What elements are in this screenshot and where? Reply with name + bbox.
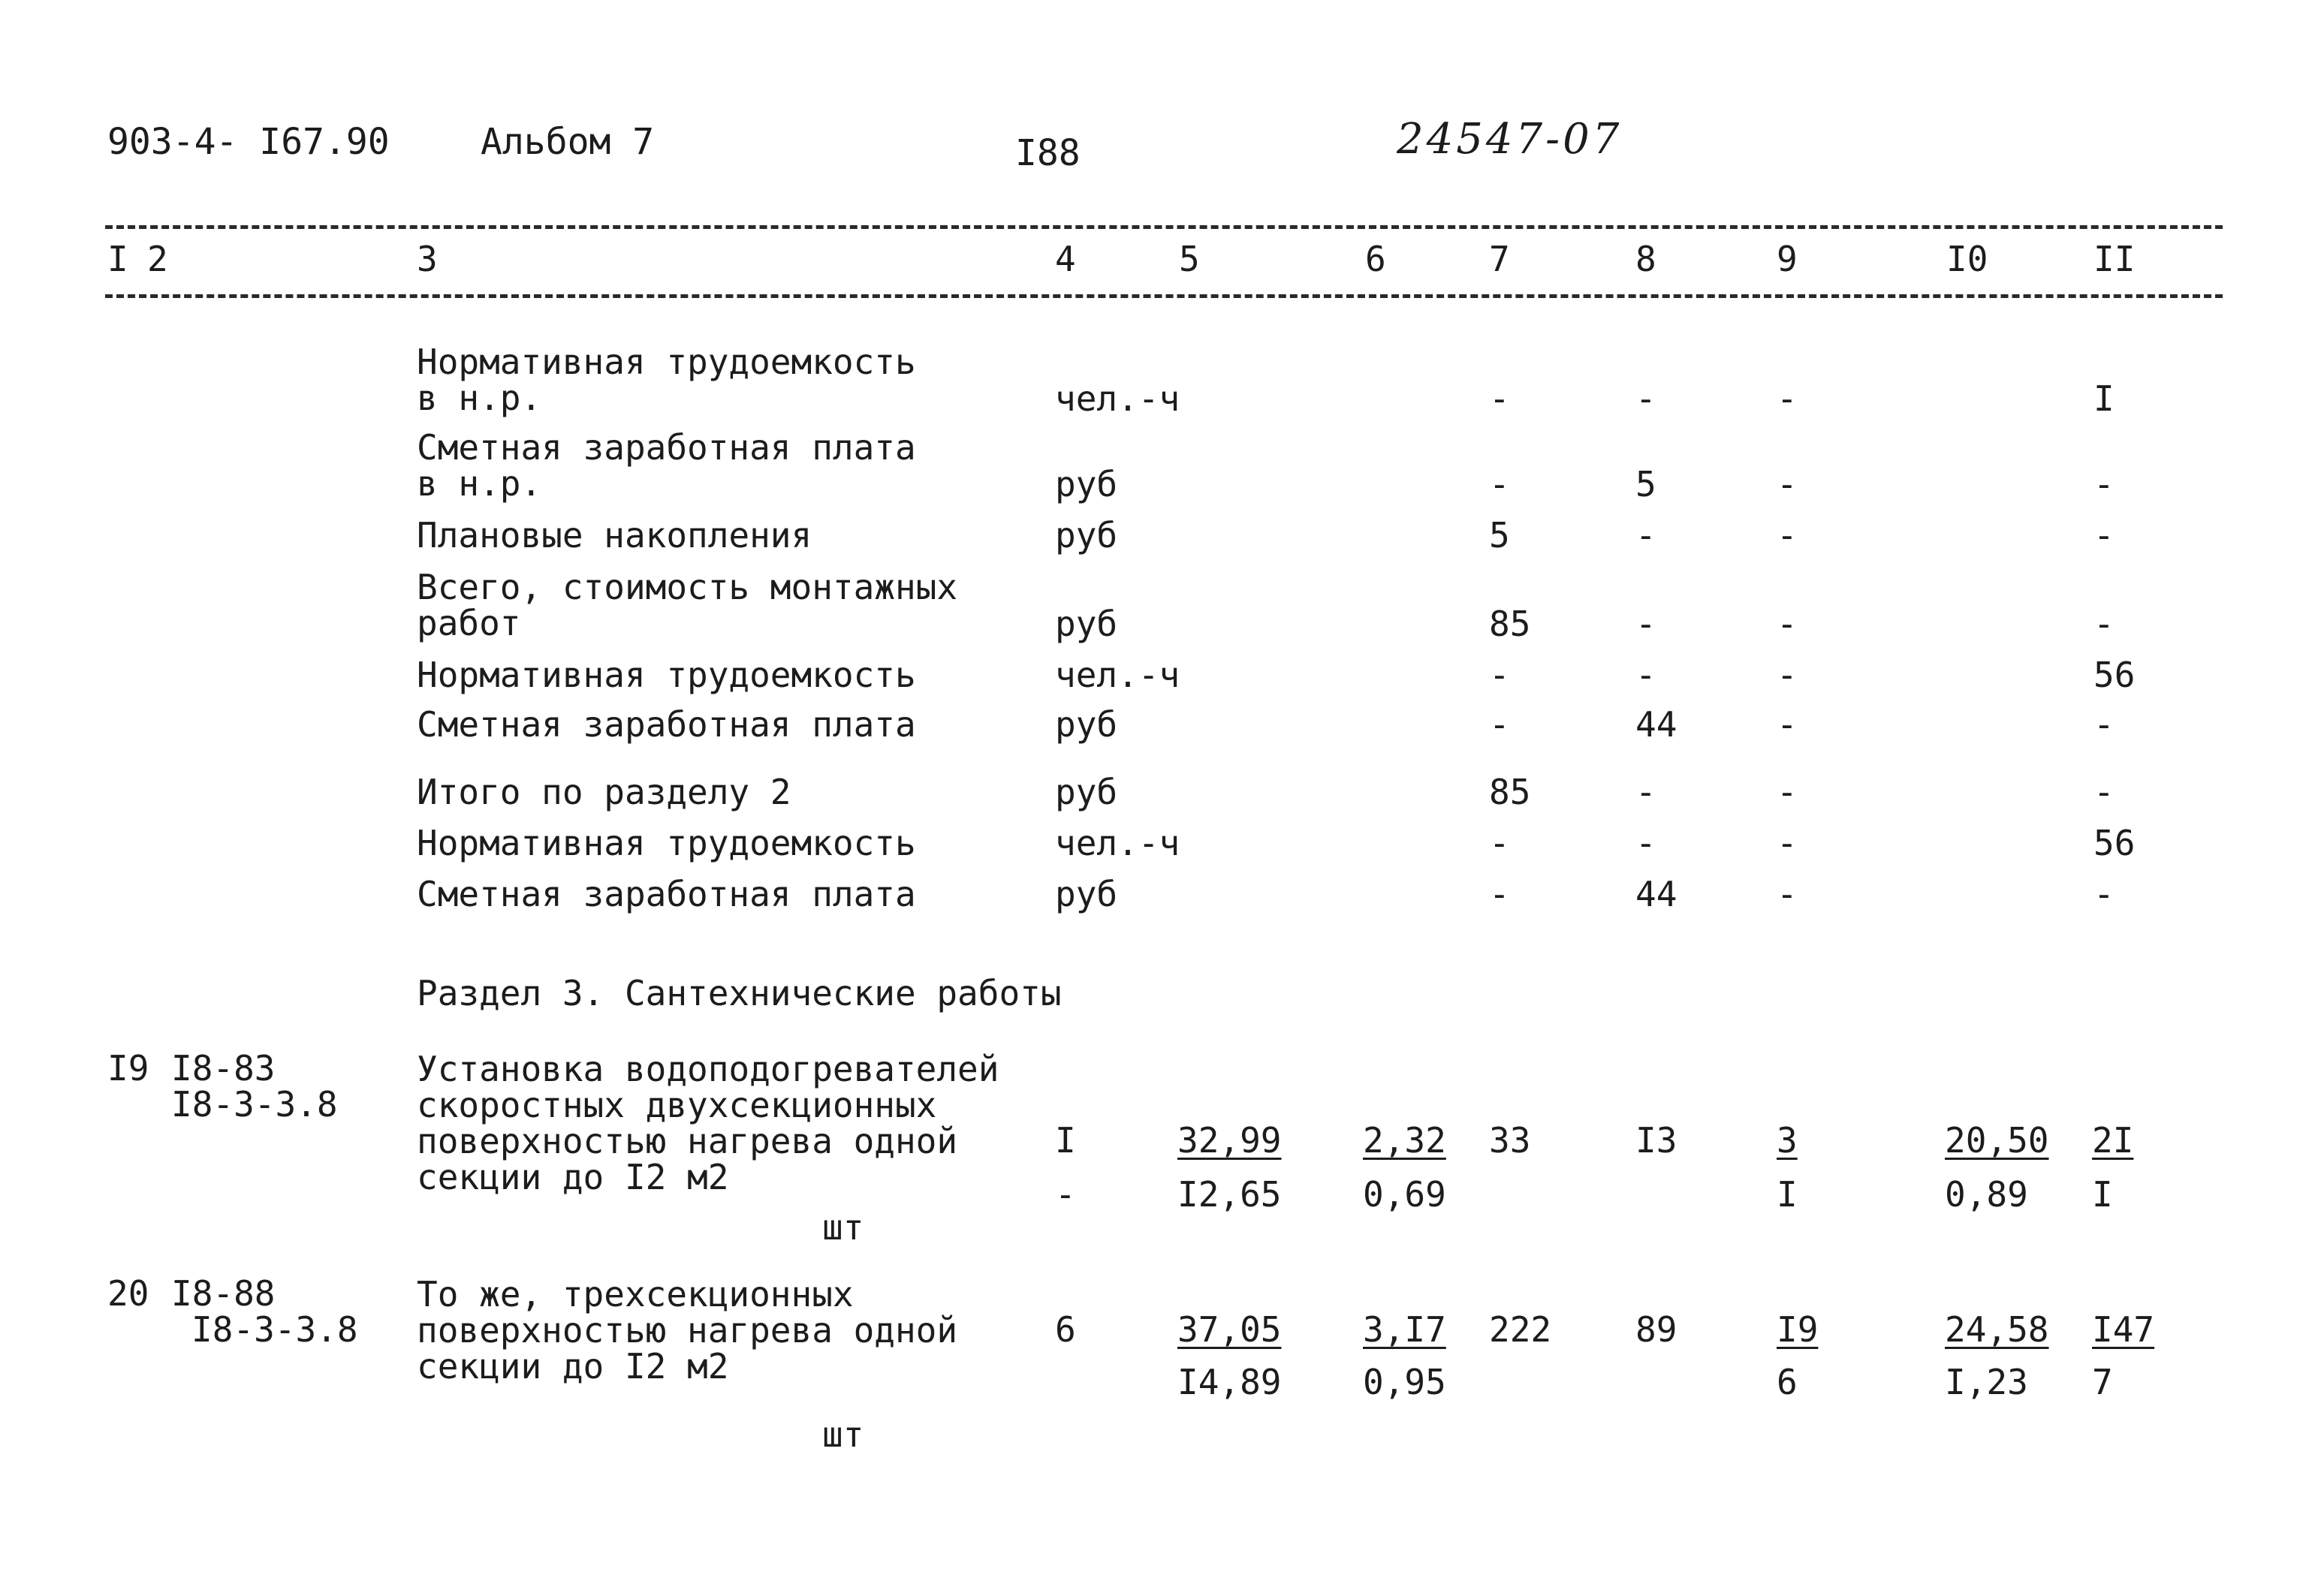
item-col6-top: 2,32 xyxy=(1363,1120,1446,1161)
item-description: То же, трехсекционных поверхностью нагрева одной секции до I2 м2 xyxy=(417,1274,958,1387)
header-bottom-rule xyxy=(105,294,2223,298)
item-col11-top: 2I xyxy=(2092,1120,2134,1161)
item-quantity: I xyxy=(1055,1120,1076,1161)
header-top-rule xyxy=(105,225,2223,229)
item-col9-top: I9 xyxy=(1777,1309,1819,1350)
handwritten-number: 24547-07 xyxy=(1397,115,1623,164)
col-8: 8 xyxy=(1635,239,1656,279)
summary-row-col11: - xyxy=(2093,464,2115,504)
item-col8: I3 xyxy=(1635,1120,1678,1161)
summary-row-label: Сметная заработная плата в н.р. xyxy=(417,427,916,504)
item-code-secondary: I8-3-3.8 xyxy=(191,1309,358,1350)
item-col7: 222 xyxy=(1489,1309,1552,1350)
summary-row-col7: 85 xyxy=(1489,772,1531,812)
summary-row-col11: - xyxy=(2093,772,2115,812)
item-col11-bottom: 7 xyxy=(2092,1362,2113,1402)
item-col8: 89 xyxy=(1635,1309,1678,1350)
item-quantity: 6 xyxy=(1055,1309,1076,1350)
summary-row-col7: 5 xyxy=(1489,515,1510,556)
summary-row-label: Плановые накопления xyxy=(417,515,812,556)
item-col6-bottom: 0,95 xyxy=(1363,1362,1446,1402)
summary-row-unit: чел.-ч xyxy=(1055,378,1180,419)
summary-row-label: Сметная заработная плата xyxy=(417,704,916,745)
col-3: 3 xyxy=(417,239,438,279)
col-10: I0 xyxy=(1946,239,1988,279)
item-col11-top: I47 xyxy=(2092,1309,2155,1350)
summary-row-col9: - xyxy=(1777,464,1798,504)
summary-row-label: Нормативная трудоемкость xyxy=(417,655,916,695)
summary-row-col9: - xyxy=(1777,874,1798,914)
col-4: 4 xyxy=(1055,239,1076,279)
summary-row-col9: - xyxy=(1777,823,1798,863)
summary-row-unit: руб xyxy=(1055,515,1118,556)
item-code: I8-88 xyxy=(171,1273,276,1314)
col-7: 7 xyxy=(1489,239,1510,279)
summary-row-col7: - xyxy=(1489,874,1510,914)
summary-row-label: Сметная заработная плата xyxy=(417,874,916,914)
summary-row-col9: - xyxy=(1777,604,1798,644)
item-quantity-secondary: - xyxy=(1055,1174,1076,1215)
section-title: Раздел 3. Сантехнические работы xyxy=(417,973,1062,1013)
summary-row-col8: - xyxy=(1635,823,1656,863)
page-number: I88 xyxy=(1015,132,1081,174)
item-col9-bottom: 6 xyxy=(1777,1362,1798,1402)
item-col10-bottom: 0,89 xyxy=(1945,1174,2028,1215)
summary-row-col7: - xyxy=(1489,378,1510,419)
summary-row-label: Всего, стоимость монтажных работ xyxy=(417,567,958,643)
item-col5-top: 32,99 xyxy=(1177,1120,1282,1161)
summary-row-col7: - xyxy=(1489,704,1510,745)
item-col9-top: 3 xyxy=(1777,1120,1798,1161)
item-col6-top: 3,I7 xyxy=(1363,1309,1446,1350)
summary-row-col11: 56 xyxy=(2093,655,2136,695)
summary-row-col9: - xyxy=(1777,704,1798,745)
item-col10-top: 24,58 xyxy=(1945,1309,2049,1350)
album-label: Альбом 7 xyxy=(481,121,655,163)
document-code: 903-4- I67.90 xyxy=(107,121,390,163)
summary-row-col9: - xyxy=(1777,515,1798,556)
item-unit: шт xyxy=(822,1207,864,1248)
item-number: 20 xyxy=(107,1273,149,1314)
summary-row-col8: 44 xyxy=(1635,704,1678,745)
summary-row-col11: - xyxy=(2093,874,2115,914)
summary-row-unit: руб xyxy=(1055,874,1118,914)
summary-row-col9: - xyxy=(1777,655,1798,695)
item-col5-bottom: I2,65 xyxy=(1177,1174,1282,1215)
summary-row-col9: - xyxy=(1777,378,1798,419)
summary-row-col8: - xyxy=(1635,772,1656,812)
col-2: 2 xyxy=(147,239,168,279)
summary-row-col8: 5 xyxy=(1635,464,1656,504)
summary-row-label: Нормативная трудоемкость в н.р. xyxy=(417,342,916,418)
item-col5-top: 37,05 xyxy=(1177,1309,1282,1350)
summary-row-col11: - xyxy=(2093,515,2115,556)
summary-row-unit: чел.-ч xyxy=(1055,655,1180,695)
summary-row-col7: - xyxy=(1489,464,1510,504)
summary-row-col9: - xyxy=(1777,772,1798,812)
item-description: Установка водоподогревателей скоростных двухсекционных поверхностью нагрева одной секции до I2 м2 xyxy=(417,1049,999,1197)
summary-row-unit: руб xyxy=(1055,464,1118,504)
summary-row-col11: - xyxy=(2093,704,2115,745)
summary-row-col7: 85 xyxy=(1489,604,1531,644)
summary-row-col11: 56 xyxy=(2093,823,2136,863)
summary-row-col8: - xyxy=(1635,515,1656,556)
summary-row-col8: - xyxy=(1635,604,1656,644)
summary-row-unit: руб xyxy=(1055,704,1118,745)
col-9: 9 xyxy=(1777,239,1798,279)
summary-row-unit: чел.-ч xyxy=(1055,823,1180,863)
item-col7: 33 xyxy=(1489,1120,1531,1161)
item-col5-bottom: I4,89 xyxy=(1177,1362,1282,1402)
item-col10-bottom: I,23 xyxy=(1945,1362,2028,1402)
summary-row-col8: 44 xyxy=(1635,874,1678,914)
summary-row-col8: - xyxy=(1635,655,1656,695)
item-number: I9 xyxy=(107,1048,149,1089)
col-11: II xyxy=(2093,239,2136,279)
item-col9-bottom: I xyxy=(1777,1174,1798,1215)
summary-row-label: Нормативная трудоемкость xyxy=(417,823,916,863)
summary-row-label: Итого по разделу 2 xyxy=(417,772,791,812)
col-1: I xyxy=(107,239,128,279)
col-5: 5 xyxy=(1179,239,1200,279)
summary-row-col11: - xyxy=(2093,604,2115,644)
col-6: 6 xyxy=(1365,239,1386,279)
summary-row-col7: - xyxy=(1489,823,1510,863)
item-col6-bottom: 0,69 xyxy=(1363,1174,1446,1215)
summary-row-unit: руб xyxy=(1055,772,1118,812)
summary-row-col8: - xyxy=(1635,378,1656,419)
summary-row-unit: руб xyxy=(1055,604,1118,644)
item-code: I8-83 xyxy=(171,1048,276,1089)
item-col10-top: 20,50 xyxy=(1945,1120,2049,1161)
summary-row-col11: I xyxy=(2093,378,2115,419)
item-unit: шт xyxy=(822,1414,864,1455)
summary-row-col7: - xyxy=(1489,655,1510,695)
item-col11-bottom: I xyxy=(2092,1174,2113,1215)
item-code-secondary: I8-3-3.8 xyxy=(171,1084,338,1125)
